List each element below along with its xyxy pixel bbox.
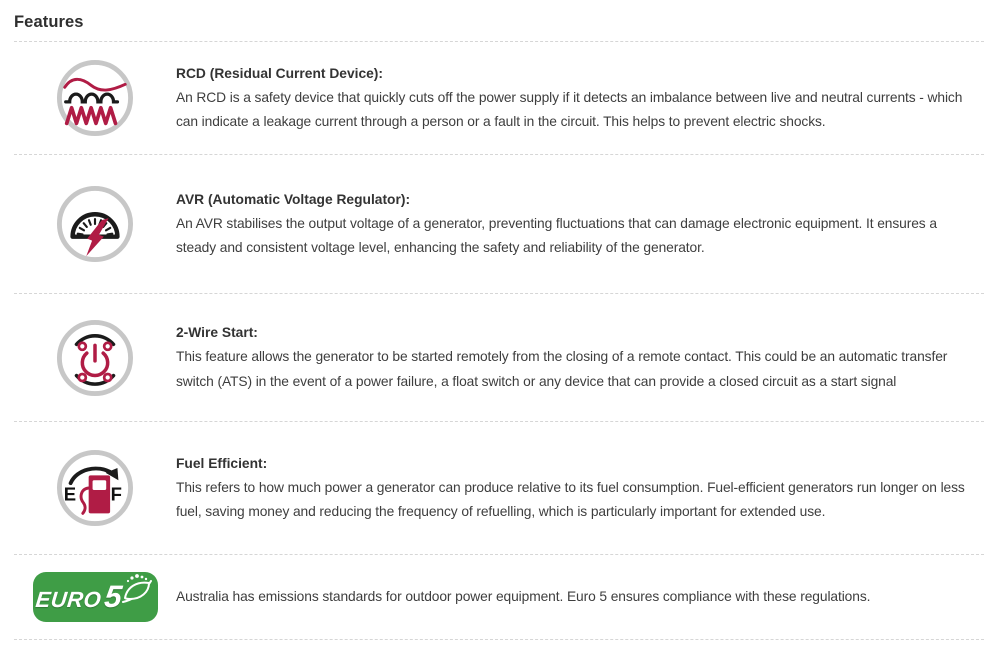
euro5-number: 5: [102, 579, 124, 614]
feature-description: An RCD is a safety device that quickly cuts off the power supply if it detects an imbalance between live and neutral currents - which can indicate a leakage current through a person or a fault in the circuit. This helps to prevent electric shocks.: [176, 89, 963, 129]
feature-text: [176, 62, 984, 135]
euro5-badge-text: [34, 581, 123, 613]
feature-row-fuel-efficient: [14, 422, 984, 555]
voltage-gauge-icon: [56, 185, 134, 263]
rcd-waveform-icon: [56, 59, 134, 137]
feature-title: RCD (Residual Current Device):: [176, 65, 383, 81]
feature-description: An AVR stabilises the output voltage of a generator, preventing fluctuations that can damage electronic equipment. It ensures a steady and consistent voltage level, enhancing the safety and reliability of the generator.: [176, 215, 937, 255]
fuel-pump-efficiency-icon: [56, 449, 134, 527]
feature-title: AVR (Automatic Voltage Regulator):: [176, 191, 411, 207]
feature-text: [176, 585, 984, 610]
feature-row-rcd: [14, 42, 984, 155]
feature-description: This refers to how much power a generator can produce relative to its fuel consumption. Fuel-efficient generators run longer on less fuel, saving money and reducing the frequency of refuelling, which is particularly important for extended use.: [176, 479, 965, 519]
feature-icon-cell: [14, 185, 176, 263]
feature-text: [176, 321, 984, 394]
remote-start-power-icon: [56, 319, 134, 397]
feature-row-euro5: [14, 555, 984, 640]
leaf-icon: [120, 572, 154, 608]
svg-text:E: E: [63, 483, 77, 505]
feature-title: Fuel Efficient:: [176, 455, 268, 471]
feature-icon-cell: [14, 449, 176, 527]
feature-row-2-wire-start: [14, 294, 984, 422]
feature-icon-cell: [14, 59, 176, 137]
feature-icon-cell: [14, 319, 176, 397]
feature-text: [176, 188, 984, 261]
feature-row-avr: [14, 155, 984, 294]
feature-title: 2-Wire Start:: [176, 325, 258, 340]
feature-description: This feature allows the generator to be started remotely from the closing of a remote contact. This could be an automatic transfer switch (ATS) in the event of a power failure, a float switch or any device that can provide a closed circuit as a start signal: [176, 349, 948, 389]
euro5-word: EURO: [34, 587, 103, 612]
svg-text:F: F: [110, 483, 122, 505]
feature-icon-cell: [14, 572, 176, 622]
feature-text: [176, 452, 984, 525]
section-heading: Features: [14, 0, 984, 42]
feature-description: Australia has emissions standards for outdoor power equipment. Euro 5 ensures compliance with these regulations.: [176, 588, 871, 604]
euro5-badge: [33, 572, 158, 622]
